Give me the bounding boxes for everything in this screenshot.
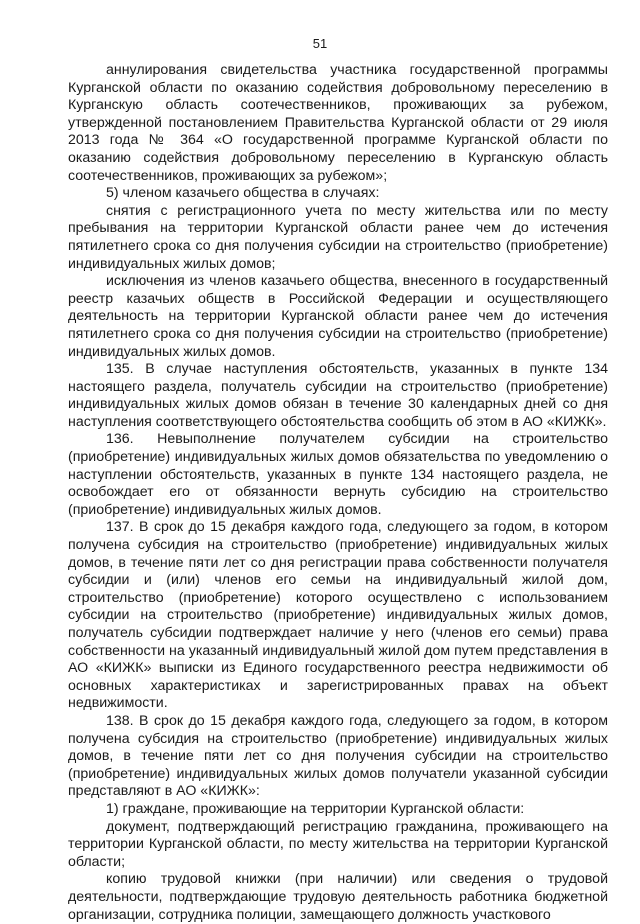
paragraph: 1) граждане, проживающие на территории Курганской области:: [106, 800, 525, 817]
page-number: 51: [312, 36, 328, 51]
paragraph: 137. В срок до 15 декабря каждого года, следующего за годом, в котором получена субсидия на строительство (приобретение) индивидуальных жилых домов, в течение пяти лет со дня регистрации права собственности получателя субсидии и (или) членов его семьи на индивидуальный жилой дом, строительство (приобретение) которого осуществлено с использованием субсидии на строительство (приобретение) индивидуальных жилых домов, получатель субсидии подтверждает наличие у него (членов его семьи) права собственности на указанный индивидуальный жилой дом путем представления в АО «КИЖК» выписки из Единого государственного реестра недвижимости об основных характеристиках и зарегистрированных правах на объект недвижимости.: [68, 519, 608, 712]
paragraph: 136. Невыполнение получателем субсидии на строительство (приобретение) индивидуальных жилых домов обязательства по уведомлению о наступлении обстоятельств, указанных в пункте 134 настоящего раздела, не освобождает его от обязанности вернуть субсидию на строительство (приобретение) индивидуальных жилых домов.: [68, 431, 608, 518]
paragraph: 5) членом казачьего общества в случаях:: [106, 185, 380, 202]
paragraph: документ, подтверждающий регистрацию гражданина, проживающего на территории Курганской области, по месту жительства на территории Курганской области;: [68, 818, 608, 870]
document-body: [68, 62, 608, 924]
paragraph: аннулирования свидетельства участника государственной программы Курганской области по оказанию содействия добровольному переселению в Курганскую область соотечественников, проживающих за рубежом, утвержденной постановлением Правительства Курганской области от 29 июля 2013 года № 364 «О государственной программе Курганской области по оказанию содействия добровольному переселению в Курганскую область соотечественников, проживающих за рубежом»;: [68, 62, 608, 184]
paragraph: 138. В срок до 15 декабря каждого года, следующего за годом, в котором получена субсидия на строительство (приобретение) индивидуальных жилых домов, в течение пяти лет со дня получения субсидии на строительство (приобретение) индивидуальных жилых домов получатели указанной субсидии представляют в АО «КИЖК»:: [68, 712, 608, 800]
paragraph: копию трудовой книжки (при наличии) или сведения о трудовой деятельности, подтверждающие трудовую деятельность работника бюджетной организации, сотрудника полиции, замещающего должность участкового: [68, 871, 608, 923]
paragraph: исключения из членов казачьего общества, внесенного в государственный реестр казачьих обществ в Российской Федерации и осуществляющего деятельность на территории Курганской области ранее чем до истечения пятилетнего срока со дня получения субсидии на строительство (приобретение) индивидуальных жилых домов.: [68, 273, 608, 360]
paragraph: снятия с регистрационного учета по месту жительства или по месту пребывания на территории Курганской области ранее чем до истечения пятилетнего срока со дня получения субсидии на строительство (приобретение) индивидуальных жилых домов;: [68, 202, 608, 272]
paragraph: 135. В случае наступления обстоятельств, указанных в пункте 134 настоящего раздела, получатель субсидии на строительство (приобретение) индивидуальных жилых домов обязан в течение 30 календарных дней со дня наступления соответствующего обстоятельства сообщить об этом в АО «КИЖК».: [68, 361, 608, 430]
